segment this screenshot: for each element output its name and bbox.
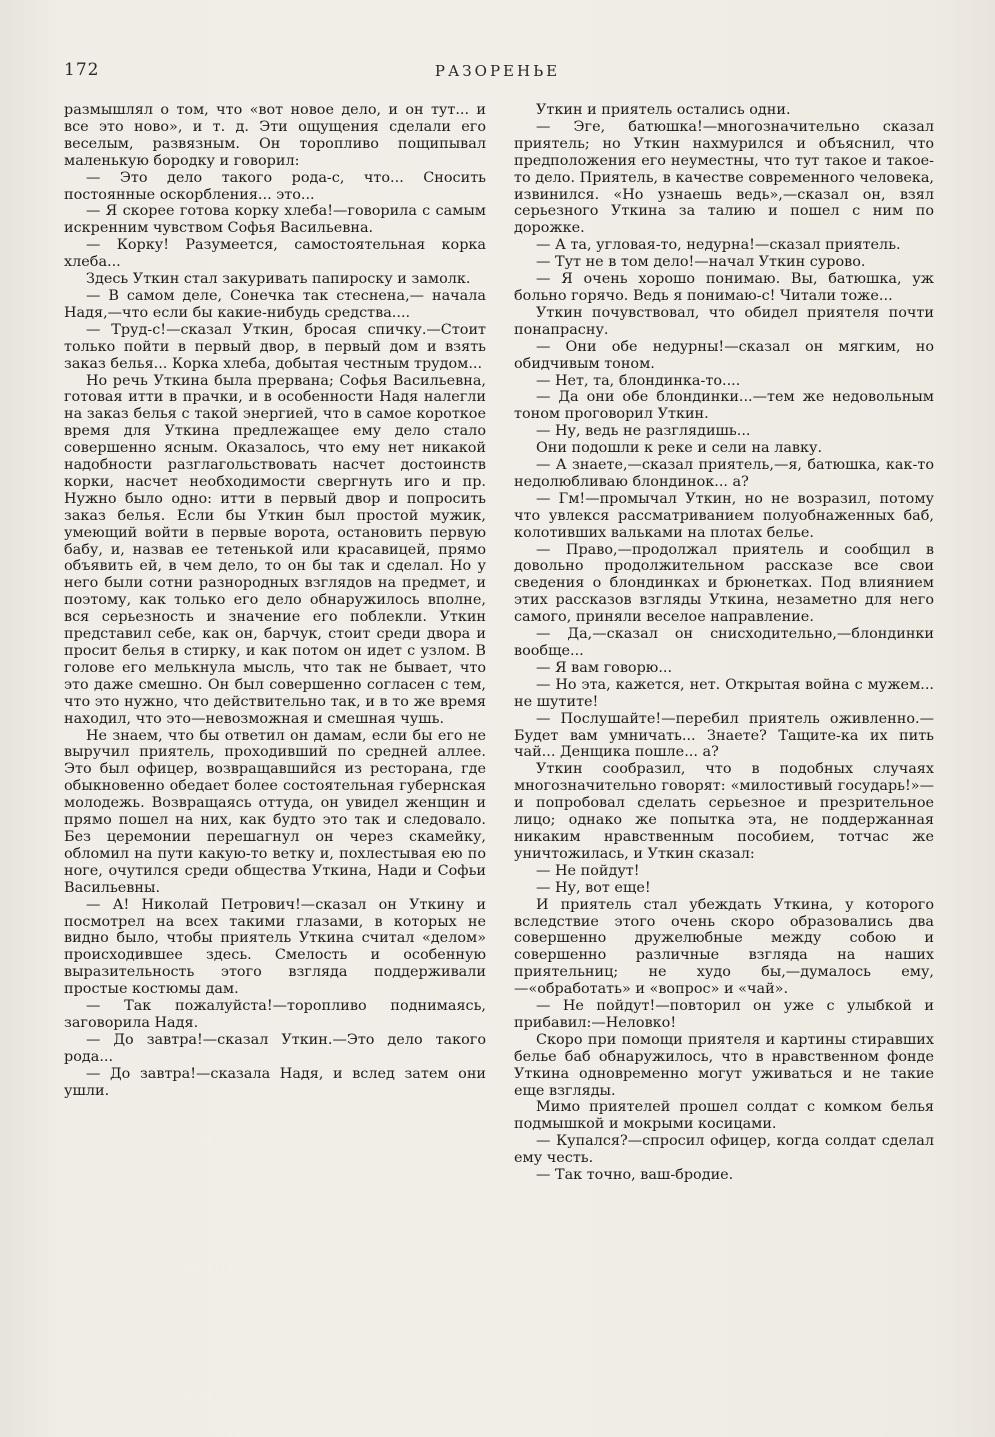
- paragraph: — Так точно, ваш-бродие.: [536, 1167, 734, 1184]
- paragraph: — Ну, ведь не разглядишь...: [536, 423, 751, 440]
- paragraph: — Я очень хорошо понимаю. Вы, батюшка, уж больно горячо. Ведь я понимаю-с! Читали тоже...: [514, 271, 934, 304]
- left-text-column: [64, 102, 486, 1099]
- continued-paragraph: размышлял о том, что «вот новое дело, и он тут... и все это ново», и т. д. Эти ощущения сделали его веселым, развязным. Он торопливо пощипывал маленькую бородку и говорил:: [64, 102, 486, 169]
- paragraph: — Право,—продолжал приятель и сообщил в довольно продолжительном рассказе все свои сведения о блондинках и брюнетках. Под влиянием этих рассказов взгляды Уткина, незаметно для него самого, приняли веселое направление.: [514, 541, 934, 626]
- paragraph: — А! Николай Петрович!—сказал он Уткину и посмотрел на всех такими глазами, в которых не видно было, чтобы приятель Уткина считал «делом» происходившее здесь. Смелость и особенную выразительность этого взгляда поддерживали простые костюмы дам.: [64, 896, 486, 998]
- paragraph: — До завтра!—сказал Уткин.—Это дело такого рода...: [64, 1031, 486, 1065]
- paragraph: — Тут не в том дело!—начал Уткин сурово.: [536, 254, 866, 271]
- right-text-column: [514, 102, 934, 1184]
- paragraph: — Труд-с!—сказал Уткин, бросая спичку.—Стоит только пойти в первый двор, в первый дом и взять заказ белья... Корка хлеба, добытая честным трудом...: [64, 321, 486, 372]
- paragraph: — Послушайте!—перебил приятель оживленно.—Будет вам умничать... Знаете? Тащите-ка их пить чай... Денщика пошле... а?: [514, 710, 934, 761]
- paragraph: — Нет, та, блондинка-то....: [536, 372, 741, 389]
- paragraph: Уткин почувствовал, что обидел приятеля почти понапрасну.: [514, 304, 934, 338]
- paragraph: — Но эта, кажется, нет. Открытая война с мужем... не шутите!: [514, 676, 934, 710]
- paragraph: — Это дело такого рода-с, что... Сносить постоянные оскорбления... это...: [64, 169, 486, 203]
- paragraph: Здесь Уткин стал закуривать папироску и замолк.: [86, 271, 471, 288]
- paragraph: Уткин сообразил, что в подобных случаях многозначительно говорят: «милостивый государь!»—и попробовал сделать серьезное и презрительное лицо; однако же попытка эта, не поддержанная никаким нравственным пособием, тотчас же уничтожилась, и Уткин сказал:: [514, 761, 934, 862]
- paragraph: — Эге, батюшка!—многозначительно сказал приятель; но Уткин нахмурился и объяснил, что предположения его неуместны, что тут такое и такое-то дело. Приятель, в качестве современного человека, извинился. «Но узнаешь ведь»,—сказал он, взял серьезного Уткина за талию и пошел с ним по дорожке.: [514, 118, 934, 237]
- running-title: РАЗОРЕНЬЕ: [434, 62, 561, 80]
- paragraph: — Гм!—промычал Уткин, но не возразил, потому что увлекся рассматриванием полуобнаженных баб, колотивших вальками на плотах белье.: [514, 490, 934, 541]
- paragraph: — Не пойдут!: [536, 862, 640, 879]
- paragraph: — Не пойдут!—повторил он уже с улыбкой и прибавил:—Неловко!: [514, 998, 934, 1031]
- paragraph: — До завтра!—сказала Надя, и вслед затем они ушли.: [64, 1065, 486, 1099]
- paragraph: — Купался?—спросил офицер, когда солдат сделал ему честь.: [514, 1133, 934, 1167]
- paragraph: — Я вам говорю...: [536, 659, 673, 676]
- paragraph: — Они обе недурны!—сказал он мягким, но обидчивым тоном.: [514, 338, 934, 372]
- paragraph: — В самом деле, Сонечка так стеснена,— начала Надя,—что если бы какие-нибудь средства....: [64, 287, 486, 321]
- paragraph: — А знаете,—сказал приятель,—я, батюшка, как-то недолюбливаю блондинок... а?: [514, 457, 934, 490]
- paragraph: — Так пожалуйста!—торопливо поднимаясь, заговорила Надя.: [64, 998, 486, 1031]
- paragraph: И приятель стал убеждать Уткина, у которого вследствие этого очень скоро образовались два совершенно дружелюбные между собою и совершенно различные взгляда на наших приятельниц; не худо бы,—думалось ему,—«обработать» и «вопрос» и «чай».: [514, 896, 934, 998]
- paragraph: — А та, угловая-то, недурна!—сказал приятель.: [536, 237, 901, 254]
- paragraph: — Да они обе блондинки...—тем же недовольным тоном проговорил Уткин.: [514, 389, 934, 423]
- paragraph: — Ну, вот еще!: [536, 879, 651, 896]
- paragraph: Не знаем, что бы ответил он дамам, если бы его не выручил приятель, проходивший по средней аллее. Это был офицер, возвращавшийся из ресторана, где обыкновенно обедает более состоятельная губернская молодежь. Возвращаясь оттуда, он увидел женщин и прямо пошел на них, как будто это так и следовало. Без церемонии перешагнул он через скамейку, обломил на пути какую-то ветку и, похлестывая ею по ноге, очутился среди общества Уткина, Нади и Софьи Васильевны.: [64, 727, 486, 896]
- paragraph: — Я скорее готова корку хлеба!—говорила с самым искренним чувством Софья Васильевна.: [64, 203, 486, 237]
- paragraph: Скоро при помощи приятеля и картины стиравших белье баб обнаружилось, что в нравственном фонде Уткина одновременно могут уживаться и не такие еще взгляды.: [514, 1031, 934, 1099]
- paragraph: Мимо приятелей прошел солдат с комком белья подмышкой и мокрыми косицами.: [514, 1099, 934, 1133]
- paragraph: Уткин и приятель остались одни.: [536, 102, 791, 118]
- paragraph: — Корку! Разумеется, самостоятельная корка хлеба...: [64, 237, 486, 271]
- paragraph: Они подошли к реке и сели на лавку.: [536, 440, 823, 457]
- paragraph: — Да,—сказал он снисходительно,—блондинки вообще...: [514, 626, 934, 659]
- page-number: 172: [64, 60, 100, 80]
- paragraph: Но речь Уткина была прервана; Софья Васильевна, готовая итти в прачки, и в особенности Надя налегли на заказ белья с такой энергией, что в самое короткое время для Уткина предлежащее ему дело стало совершенно ясным. Оказалось, что ему нет никакой надобности разглагольствовать насчет достоинств корки, насчет необходимости свергнуть иго и пр. Нужно было одно: итти в первый двор и попросить заказ белья. Если бы Уткин был простой мужик, умеющий войти в первые ворота, остановить первую бабу, и, назвав ее тетенькой или красавицей, прямо объявить ей, в чем дело, то он бы так и сделал. Но у него были сотни разнородных взглядов на предмет, и поэтому, как только его дело обнаружилось вполне, вся серьезность и значение его поблекли. Уткин представил себе, как он, барчук, стоит среди двора и просит белья в стирку, и как потом он идет с узлом. В голове его мелькнула мысль, что так не бывает, что это даже смешно. Он был совершенно согласен с тем, что это нужно, что действительно так, и в то же время находил, что это—невозможная и смешная чушь.: [64, 372, 486, 727]
